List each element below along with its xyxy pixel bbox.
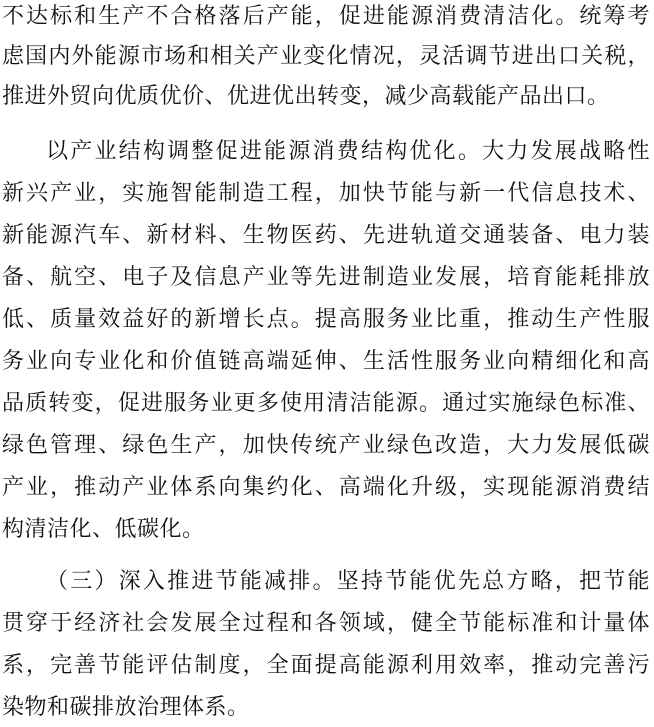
paragraph-2-first-line: 以产业结构调整促进能源消费结构优化。大力发展战略性 [46, 139, 650, 164]
text-line-10: 品质转变，促进服务业更多使用清洁能源。通过实施绿色标准、 [2, 391, 650, 416]
text-line-9: 务业向专业化和价值链高端延伸、生活性服务业向精细化和高 [2, 349, 650, 374]
text-line-13: 构清洁化、低碳化。 [2, 517, 205, 542]
text-line-7: 备、航空、电子及信息产业等先进制造业发展，培育能耗排放 [2, 265, 650, 290]
text-line-2: 虑国内外能源市场和相关产业变化情况，灵活调节进出口关税， [2, 44, 650, 69]
text-line-15: 贯穿于经济社会发展全过程和各领域，健全节能标准和计量体 [2, 611, 650, 636]
text-line-16: 系，完善节能评估制度，全面提高能源利用效率，推动完善污 [2, 653, 650, 678]
text-line-12: 产业，推动产业体系向集约化、高端化升级，实现能源消费结 [2, 475, 650, 500]
text-line-17: 染物和碳排放治理体系。 [2, 695, 250, 720]
text-line-11: 绿色管理、绿色生产，加快传统产业绿色改造，大力发展低碳 [2, 433, 650, 458]
section-heading-line: （三）深入推进节能减排。坚持节能优先总方略，把节能 [46, 569, 650, 594]
text-line-5: 新兴产业，实施智能制造工程，加快节能与新一代信息技术、 [2, 181, 650, 206]
text-line-1: 不达标和生产不合格落后产能，促进能源消费清洁化。统筹考 [2, 4, 650, 29]
text-line-6: 新能源汽车、新材料、生物医药、先进轨道交通装备、电力装 [2, 223, 650, 248]
text-line-3: 推进外贸向优质优价、优进优出转变，减少高载能产品出口。 [2, 84, 610, 109]
text-line-8: 低、质量效益好的新增长点。提高服务业比重，推动生产性服 [2, 307, 650, 332]
